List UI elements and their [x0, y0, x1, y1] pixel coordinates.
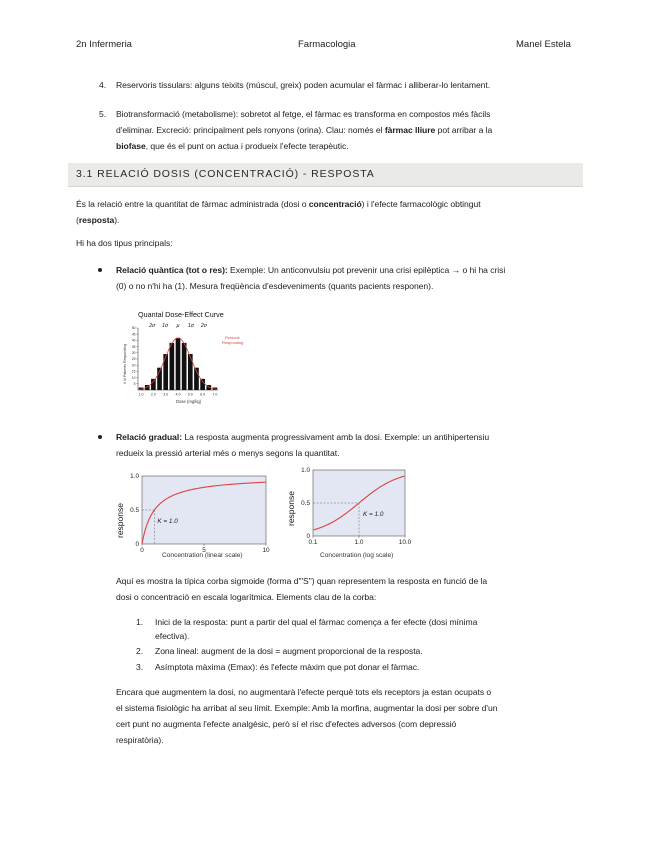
y-tick-label: 0.5	[301, 500, 310, 508]
y-axis-label: # of Patients Responding	[123, 343, 127, 384]
bullet-text	[116, 429, 489, 445]
bullet-text: redueix la pressió arterial més o menys segons la quantitat.	[116, 448, 340, 458]
header-course: 2n Infermeria	[76, 39, 132, 50]
y-axis-label: response	[115, 503, 125, 538]
x-tick-label: 7.0	[212, 392, 218, 397]
bar	[170, 343, 175, 390]
sigmoid-paragraph: Aquí es mostra la típica corba sigmoide (forma d'"S") quan representem la resposta en funció de la	[116, 576, 488, 586]
x-axis-label: Concentration (linear scale)	[162, 552, 243, 559]
y-tick-label: 0	[135, 541, 139, 549]
intro-paragraph	[76, 196, 481, 212]
bold-term: resposta	[78, 215, 115, 225]
text-run: ).	[114, 215, 120, 225]
y-tick-label: 45	[131, 332, 136, 337]
x-tick-label: 5.0	[187, 392, 193, 397]
y-tick-label: 50	[131, 326, 136, 331]
plot-area	[142, 476, 266, 544]
x-tick-label: 0	[140, 547, 144, 554]
closing-paragraph: Encara que augmentem la dosi, no augmentarà l'efecte perquè tots els receptors ja estan ocupats o	[116, 687, 492, 697]
x-tick-label: 10	[262, 547, 270, 554]
sigma-label: 2σ	[200, 323, 207, 329]
text-run: ) i l'efecte farmacològic obtingut	[361, 199, 481, 209]
header-author: Manel Estela	[516, 39, 571, 50]
list-item-text: Asímptota màxima (Emax): és l'efecte màxim que pot donar el fàrmac.	[155, 662, 420, 672]
legend-label: Persons	[225, 335, 240, 340]
text-run: , que és el punt on actua i produeix l'efecte terapèutic.	[145, 141, 349, 151]
list-number: 1.	[136, 617, 144, 627]
sigmoid-paragraph: dosi o concentració en escala logarítmica. Elements clau de la corba:	[116, 592, 377, 602]
bar	[163, 354, 168, 390]
list-number: 2.	[136, 646, 144, 656]
bar	[188, 354, 193, 390]
bold-term: Relació quàntica (tot o res):	[116, 265, 228, 275]
section-heading	[68, 163, 583, 187]
bullet-dot	[98, 435, 102, 439]
kd-annotation: K = 1.0	[157, 518, 178, 525]
chart-marks	[130, 473, 270, 554]
header-subject: Farmacologia	[298, 39, 356, 50]
y-tick-label: 1.0	[301, 467, 310, 475]
bold-term: Relació gradual:	[116, 432, 183, 442]
bold-term: fàrmac lliure	[384, 125, 436, 135]
quantal-dose-effect-chart	[118, 306, 268, 406]
sigma-label: 2σ	[149, 323, 156, 329]
text-run: (	[76, 215, 79, 225]
x-tick-label: 1.0	[354, 539, 364, 546]
x-tick-label: 5	[202, 547, 206, 554]
text-run: És la relació entre la quantitat de fàrmac administrada (dosi o	[76, 199, 309, 209]
closing-paragraph: cert punt no augmenta l'efecte analgèsic, però sí el risc d'efectes adversos (com depressió	[116, 719, 457, 729]
text-run: d'eliminar. Excreció: principalment pels ronyons (orina). Clau: només el	[116, 125, 385, 135]
closing-paragraph: el sistema fisiològic ha arribat al seu límit. Exemple: Amb la morfina, augmentar la dosi per sobre d'un	[116, 703, 498, 713]
y-tick-label: 0	[306, 533, 310, 541]
bold-term: biofase	[116, 141, 146, 151]
bar	[182, 343, 187, 390]
x-tick-label: 4.0	[175, 392, 181, 397]
y-tick-label: 1.0	[130, 473, 139, 481]
chart-marks	[301, 467, 412, 546]
response-log-scale-chart	[283, 464, 413, 560]
x-tick-label: 6.0	[200, 392, 206, 397]
y-axis-label: response	[286, 491, 296, 526]
y-tick-label: 20	[131, 363, 136, 368]
y-tick-label: 30	[131, 351, 136, 355]
bullet-text	[116, 262, 505, 278]
y-tick-label: 15	[131, 369, 136, 374]
x-tick-label: 3.0	[163, 392, 169, 397]
x-axis-label: Concentration (log scale)	[320, 552, 394, 559]
y-tick-label: 40	[131, 338, 136, 343]
sigma-label: 1σ	[162, 323, 169, 329]
text-run: pot arribar a la	[435, 125, 493, 135]
chart-title: Quantal Dose-Effect Curve	[138, 310, 224, 319]
x-axis-label: Dose (mg/kg)	[176, 399, 202, 404]
x-tick-label: 0.1	[308, 539, 318, 546]
y-tick-label: 25	[131, 357, 136, 362]
x-tick-label: 1.0	[138, 392, 144, 397]
response-linear-scale-chart	[112, 464, 282, 560]
sigma-label: 1σ	[187, 323, 194, 329]
list-item-text: Reservoris tissulars: alguns teixits (múscul, greix) poden acumular el fàrmac i alliberar-lo lentament.	[116, 80, 491, 90]
y-tick-label: 0.5	[130, 507, 139, 515]
list-number: 5.	[99, 109, 107, 119]
list-number: 3.	[136, 662, 144, 672]
y-tick-label: 10	[131, 375, 136, 380]
y-tick-label: 5	[133, 382, 136, 386]
x-tick-label: 10.0	[398, 539, 412, 546]
bar	[200, 379, 205, 390]
list-item-text: Inici de la resposta: punt a partir del qual el fàrmac comença a fer efecte (dosi mínima	[155, 617, 478, 627]
bar	[176, 338, 181, 390]
list-item-text: efectiva).	[155, 631, 190, 641]
bold-term: concentració	[308, 199, 362, 209]
y-tick-label: 35	[131, 344, 136, 349]
kd-annotation: K = 1.0	[363, 511, 384, 518]
text-run: La resposta augmenta progressivament amb la dosi. Exemple: un antihipertensiu	[182, 432, 490, 442]
bar	[151, 379, 156, 390]
list-item-text	[116, 138, 349, 154]
intro-paragraph	[76, 212, 119, 228]
list-number: 4.	[99, 80, 107, 90]
closing-paragraph: respiratòria).	[116, 735, 164, 745]
bullet-text: (0) o no n'hi ha (1). Mesura freqüència d'esdeveniments (quants pacients responen).	[116, 281, 434, 291]
legend-label: Responding	[222, 340, 244, 345]
list-item-text: Biotransformació (metabolisme): sobretot al fetge, el fàrmac es transforma en compostos més fàcils	[116, 109, 491, 119]
sigma-label: μ	[176, 323, 180, 329]
types-intro: Hi ha dos tipus principals:	[76, 238, 173, 248]
chart-marks	[132, 323, 218, 397]
bullet-dot	[98, 268, 102, 272]
section-title: 3.1 RELACIÓ DOSIS (CONCENTRACIÓ) - RESPOSTA	[76, 168, 375, 180]
list-item-text	[116, 122, 492, 138]
list-item-text: Zona lineal: augment de la dosi = augment proporcional de la resposta.	[155, 646, 423, 656]
text-run: Exemple: Un anticonvulsiu pot prevenir una crisi epilèptica → o hi ha crisi	[227, 265, 506, 275]
x-tick-label: 2.0	[150, 392, 156, 397]
